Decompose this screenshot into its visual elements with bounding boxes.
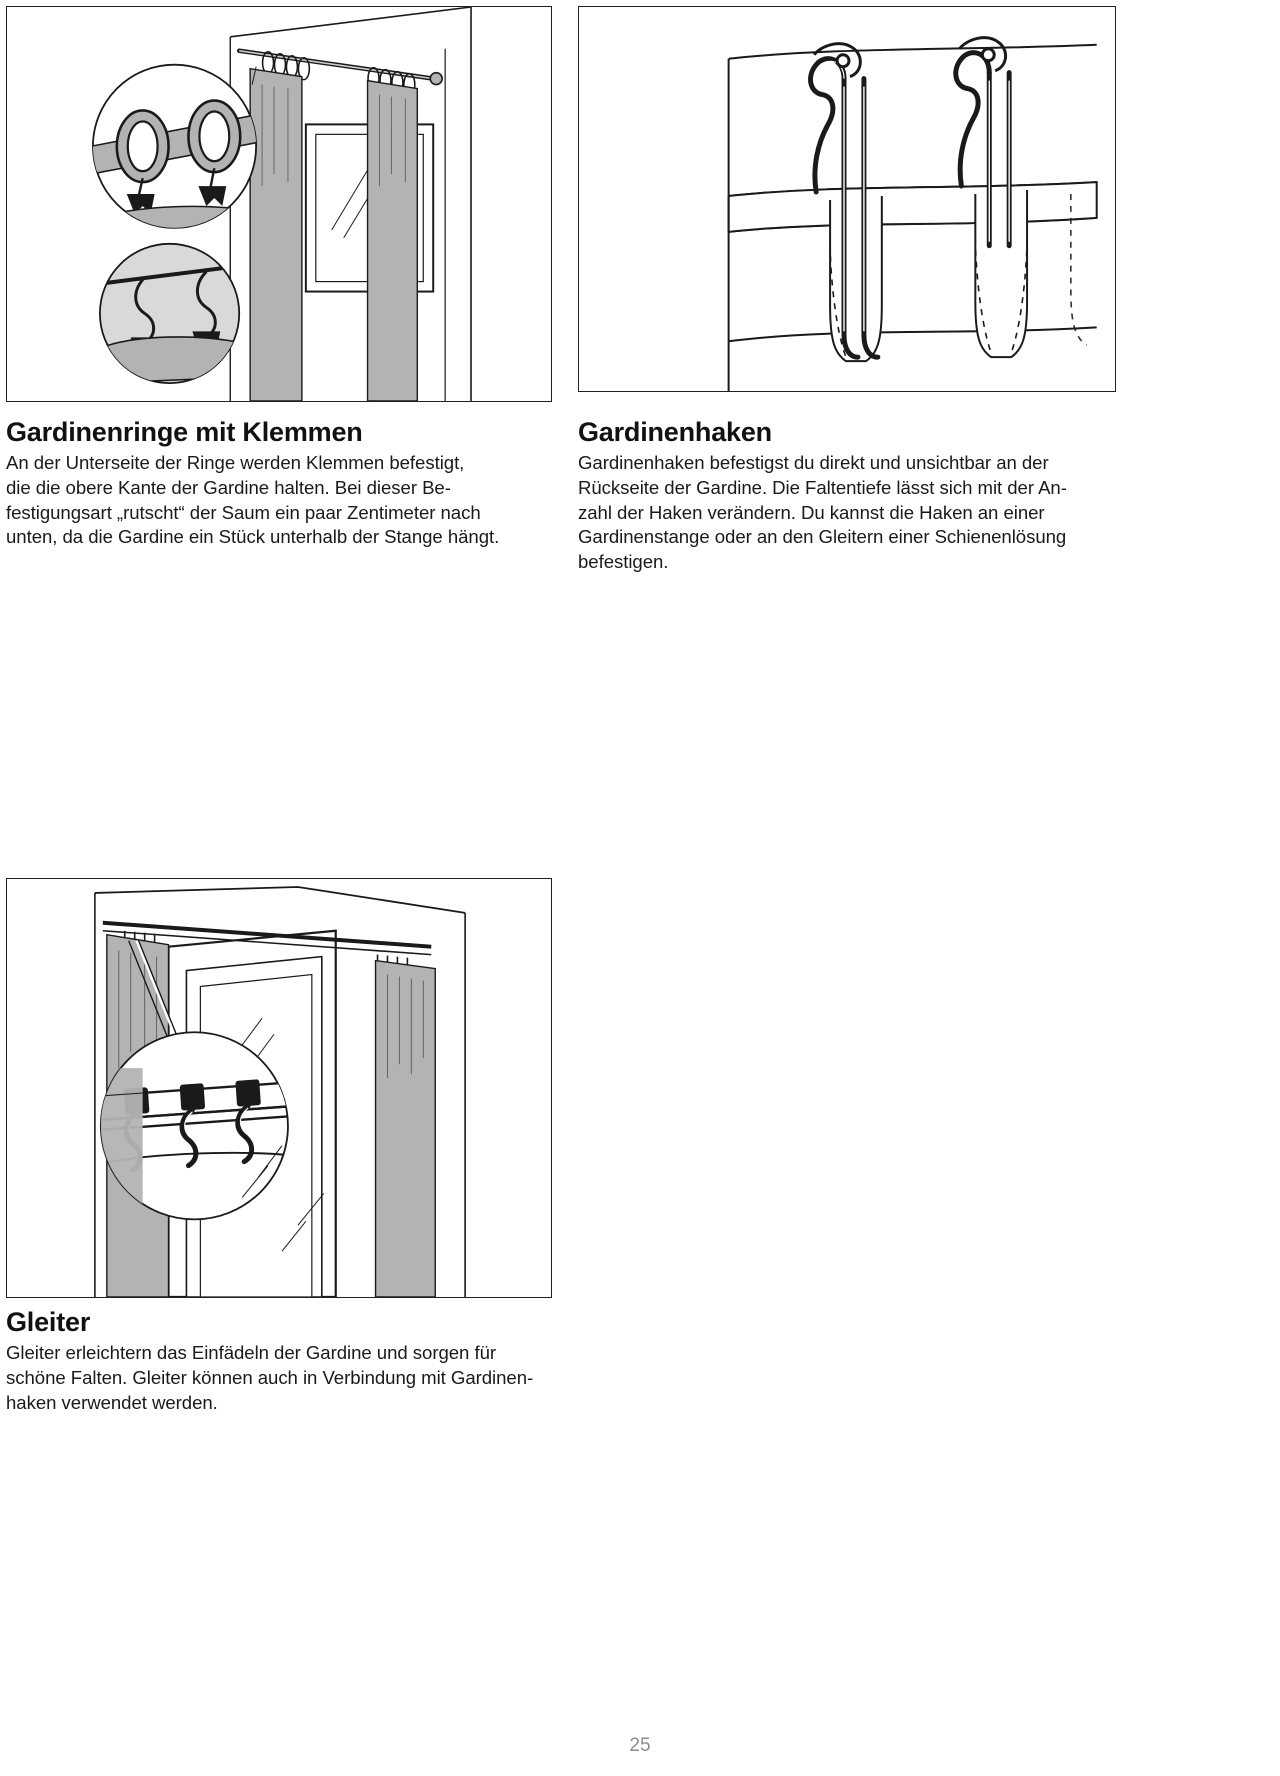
figure-curtain-gliders <box>6 878 552 1298</box>
body-line: Gleiter erleichtern das Einfädeln der Gardine und sorgen für <box>6 1342 497 1364</box>
body-line: Gardinenstange oder an den Gleitern einer Schienenlösung <box>578 526 1067 548</box>
body-line: Rückseite der Gardine. Die Faltentiefe lässt sich mit der An- <box>578 476 1067 498</box>
body-curtain-rings <box>6 451 542 550</box>
heading-curtain-rings: Gardinenringe mit Klemmen <box>6 417 363 447</box>
figure-curtain-rings-with-clips <box>6 6 552 402</box>
section-gliders <box>6 1308 554 1415</box>
section-curtain-rings <box>6 418 542 550</box>
body-gliders <box>6 1341 554 1415</box>
body-line: An der Unterseite der Ringe werden Klemmen befestigt, <box>6 452 465 474</box>
body-line: schöne Falten. Gleiter können auch in Verbindung mit Gardinen- <box>6 1366 534 1388</box>
body-line: befestigen. <box>578 551 669 573</box>
body-line: Gardinenhaken befestigst du direkt und unsichtbar an der <box>578 452 1049 474</box>
body-line: unten, da die Gardine ein Stück unterhalb der Stange hängt. <box>6 526 500 548</box>
section-curtain-hooks <box>578 418 1112 575</box>
heading-curtain-hooks: Gardinenhaken <box>578 417 772 447</box>
body-curtain-hooks <box>578 451 1112 575</box>
figure-curtain-hooks <box>578 6 1116 392</box>
page-number: 25 <box>629 1735 651 1756</box>
body-line: haken verwendet werden. <box>6 1391 218 1413</box>
body-line: die die obere Kante der Gardine halten. Bei dieser Be- <box>6 476 451 498</box>
body-line: zahl der Haken verändern. Du kannst die Haken an einer <box>578 501 1045 523</box>
heading-gliders: Gleiter <box>6 1307 91 1337</box>
body-line: festigungsart „rutscht“ der Saum ein paar Zentimeter nach <box>6 501 481 523</box>
